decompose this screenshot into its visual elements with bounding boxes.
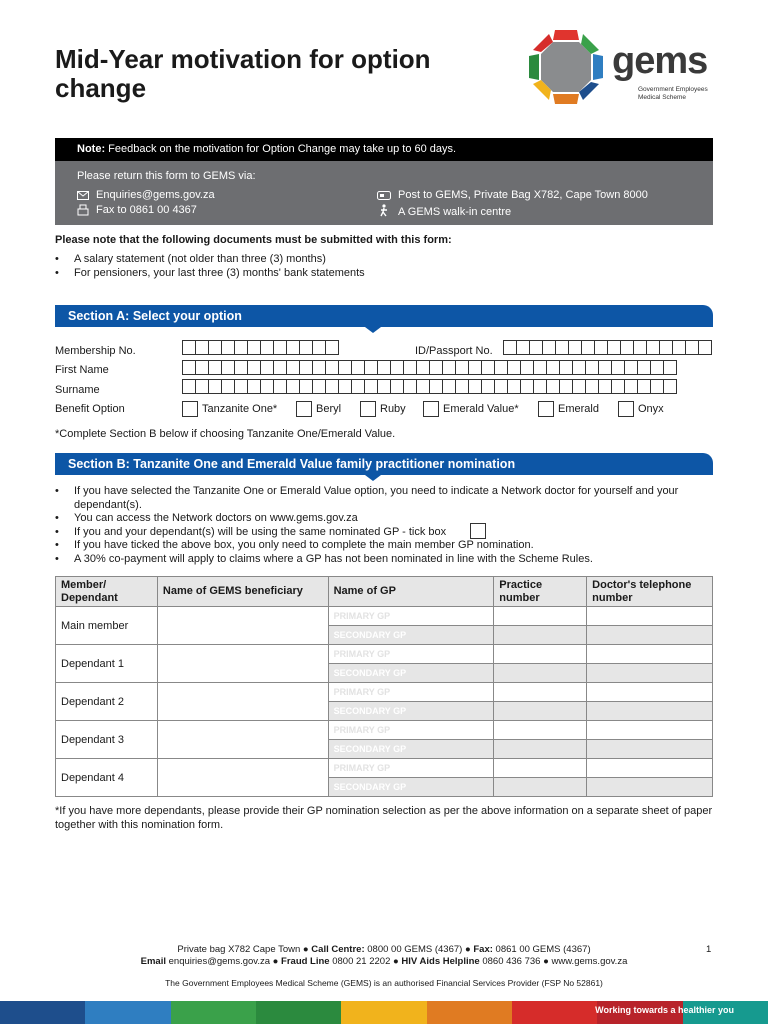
char-box[interactable]: [442, 360, 456, 375]
surname-field[interactable]: [182, 379, 676, 394]
char-box[interactable]: [299, 379, 313, 394]
char-box[interactable]: [529, 340, 543, 355]
char-box[interactable]: [624, 379, 638, 394]
char-box[interactable]: [585, 360, 599, 375]
practice-number-cell[interactable]: [494, 626, 587, 645]
first-name-label: First Name: [55, 364, 109, 376]
table-row: [56, 607, 713, 626]
gems-logo-icon: [525, 26, 607, 108]
char-box[interactable]: [520, 360, 534, 375]
beneficiary-cell[interactable]: [157, 645, 328, 683]
gp-nomination-table: [55, 576, 713, 797]
table-footnote: *If you have more dependants, please provide their GP nomination selection as per the above information on a separate sheet of paper together with this nomination form.: [55, 805, 713, 831]
practice-number-cell[interactable]: [494, 740, 587, 759]
practice-number-cell[interactable]: [494, 645, 587, 664]
char-box[interactable]: [559, 379, 573, 394]
id-passport-field[interactable]: [503, 340, 711, 355]
char-box[interactable]: [507, 360, 521, 375]
char-box[interactable]: [572, 379, 586, 394]
beneficiary-cell[interactable]: [157, 759, 328, 797]
char-box[interactable]: [182, 340, 196, 355]
logo-wordmark: gems: [612, 40, 708, 82]
option-label: Emerald Value*: [443, 403, 519, 415]
primary-gp-cell[interactable]: PRIMARY GP: [328, 645, 494, 664]
char-box[interactable]: [546, 379, 560, 394]
list-item: • If you have selected the Tanzanite One or Emerald Value option, you need to indicate a Network doctor for yourself and your dependant(s).: [55, 485, 705, 512]
telephone-cell[interactable]: [587, 702, 713, 721]
char-box[interactable]: [325, 360, 339, 375]
option-checkbox-ruby[interactable]: [360, 401, 376, 417]
char-box[interactable]: [637, 360, 651, 375]
table-row: [56, 645, 713, 664]
return-heading: Please return this form to GEMS via:: [77, 170, 256, 182]
footer-contacts-1: Private bag X782 Cape Town ● Call Centre: 0800 00 GEMS (4367) ● Fax: 0861 00 GEMS (4367): [177, 944, 591, 955]
char-box[interactable]: [520, 379, 534, 394]
char-box[interactable]: [650, 360, 664, 375]
char-box[interactable]: [377, 360, 391, 375]
logo-subtitle: Government Employees Medical Scheme: [638, 86, 708, 101]
char-box[interactable]: [377, 379, 391, 394]
practice-number-cell[interactable]: [494, 702, 587, 721]
char-box[interactable]: [299, 340, 313, 355]
char-box[interactable]: [429, 360, 443, 375]
char-box[interactable]: [286, 360, 300, 375]
return-info-box: [55, 161, 713, 225]
char-box[interactable]: [633, 340, 647, 355]
secondary-gp-cell[interactable]: SECONDARY GP: [328, 740, 494, 759]
char-box[interactable]: [568, 340, 582, 355]
char-box[interactable]: [698, 340, 712, 355]
telephone-cell[interactable]: [587, 721, 713, 740]
char-box[interactable]: [503, 340, 517, 355]
char-box[interactable]: [195, 379, 209, 394]
first-name-field[interactable]: [182, 360, 676, 375]
telephone-cell[interactable]: [587, 664, 713, 683]
section-b-list: [55, 485, 705, 566]
primary-gp-cell[interactable]: PRIMARY GP: [328, 721, 494, 740]
return-fax: Fax to 0861 00 4367: [96, 204, 197, 216]
char-box[interactable]: [338, 360, 352, 375]
char-box[interactable]: [416, 360, 430, 375]
membership-number-field[interactable]: [182, 340, 338, 355]
stripe-segment: [427, 1001, 512, 1024]
char-box[interactable]: [273, 340, 287, 355]
char-box[interactable]: [659, 340, 673, 355]
stripe-segment: [512, 1001, 597, 1024]
page-number: 1: [706, 944, 712, 955]
char-box[interactable]: [260, 360, 274, 375]
char-box[interactable]: [234, 379, 248, 394]
stripe-segment: [171, 1001, 256, 1024]
char-box[interactable]: [581, 340, 595, 355]
footer-fsp: The Government Employees Medical Scheme (GEMS) is an authorised Financial Services Provider (FSP No 52861): [165, 978, 603, 988]
char-box[interactable]: [182, 379, 196, 394]
char-box[interactable]: [195, 360, 209, 375]
char-box[interactable]: [481, 379, 495, 394]
char-box[interactable]: [637, 379, 651, 394]
char-box[interactable]: [542, 340, 556, 355]
benefit-option-label: Benefit Option: [55, 403, 125, 415]
char-box[interactable]: [685, 340, 699, 355]
documents-heading: Please note that the following documents must be submitted with this form:: [55, 234, 452, 246]
option-checkbox-onyx[interactable]: [618, 401, 634, 417]
tagline: Working towards a healthier you: [595, 1005, 734, 1015]
member-cell: Dependant 3: [56, 721, 158, 759]
practice-number-cell[interactable]: [494, 607, 587, 626]
char-box[interactable]: [481, 360, 495, 375]
table-row: [56, 683, 713, 702]
stripe-segment: [256, 1001, 341, 1024]
member-cell: Dependant 4: [56, 759, 158, 797]
char-box[interactable]: [650, 379, 664, 394]
telephone-cell[interactable]: [587, 740, 713, 759]
char-box[interactable]: [247, 360, 261, 375]
return-email: Enquiries@gems.gov.za: [96, 189, 215, 201]
secondary-gp-cell[interactable]: SECONDARY GP: [328, 778, 494, 797]
table-row: [56, 721, 713, 740]
char-box[interactable]: [351, 379, 365, 394]
member-cell: Main member: [56, 607, 158, 645]
practice-number-cell[interactable]: [494, 683, 587, 702]
char-box[interactable]: [221, 360, 235, 375]
section-a-header: Section A: Select your option: [55, 305, 713, 327]
same-gp-checkbox[interactable]: [470, 523, 486, 539]
char-box[interactable]: [195, 340, 209, 355]
option-label: Ruby: [380, 403, 406, 415]
char-box[interactable]: [338, 379, 352, 394]
telephone-cell[interactable]: [587, 683, 713, 702]
char-box[interactable]: [221, 340, 235, 355]
practice-number-cell[interactable]: [494, 778, 587, 797]
beneficiary-cell[interactable]: [157, 683, 328, 721]
telephone-cell[interactable]: [587, 626, 713, 645]
char-box[interactable]: [559, 360, 573, 375]
table-header: Member/ Dependant: [56, 577, 158, 607]
char-box[interactable]: [403, 379, 417, 394]
char-box[interactable]: [429, 379, 443, 394]
char-box[interactable]: [312, 360, 326, 375]
return-walkin: A GEMS walk-in centre: [398, 206, 512, 218]
char-box[interactable]: [273, 379, 287, 394]
char-box[interactable]: [182, 360, 196, 375]
list-item: • If you have ticked the above box, you only need to complete the main member GP nomination.: [55, 539, 705, 553]
table-header: Name of GEMS beneficiary: [157, 577, 328, 607]
fax-icon: [77, 204, 89, 216]
note-bar: Note: Feedback on the motivation for Option Change may take up to 60 days.: [55, 138, 713, 161]
char-box[interactable]: [416, 379, 430, 394]
char-box[interactable]: [312, 379, 326, 394]
char-box[interactable]: [325, 340, 339, 355]
char-box[interactable]: [286, 379, 300, 394]
char-box[interactable]: [663, 379, 677, 394]
char-box[interactable]: [390, 379, 404, 394]
option-checkbox-tanzanite-one[interactable]: [182, 401, 198, 417]
walking-person-icon: [379, 204, 389, 217]
char-box[interactable]: [611, 360, 625, 375]
primary-gp-cell[interactable]: PRIMARY GP: [328, 683, 494, 702]
section-a-note: *Complete Section B below if choosing Tanzanite One/Emerald Value.: [55, 428, 396, 440]
stripe-segment: [85, 1001, 170, 1024]
list-item: • A salary statement (not older than three (3) months): [55, 252, 365, 266]
char-box[interactable]: [455, 379, 469, 394]
section-b-header: Section B: Tanzanite One and Emerald Value family practitioner nomination: [55, 453, 713, 475]
telephone-cell[interactable]: [587, 759, 713, 778]
option-checkbox-emerald[interactable]: [538, 401, 554, 417]
char-box[interactable]: [208, 360, 222, 375]
secondary-gp-cell[interactable]: SECONDARY GP: [328, 664, 494, 683]
char-box[interactable]: [442, 379, 456, 394]
char-box[interactable]: [208, 379, 222, 394]
membership-label: Membership No.: [55, 345, 136, 357]
char-box[interactable]: [286, 340, 300, 355]
option-checkbox-emerald-value[interactable]: [423, 401, 439, 417]
char-box[interactable]: [494, 379, 508, 394]
secondary-gp-cell[interactable]: SECONDARY GP: [328, 702, 494, 721]
primary-gp-cell[interactable]: PRIMARY GP: [328, 607, 494, 626]
beneficiary-cell[interactable]: [157, 721, 328, 759]
stripe-segment: [0, 1001, 85, 1024]
secondary-gp-cell[interactable]: SECONDARY GP: [328, 626, 494, 645]
char-box[interactable]: [325, 379, 339, 394]
char-box[interactable]: [598, 360, 612, 375]
char-box[interactable]: [594, 340, 608, 355]
char-box[interactable]: [572, 360, 586, 375]
list-item: • You can access the Network doctors on www.gems.gov.za: [55, 512, 705, 526]
id-passport-label: ID/Passport No.: [415, 345, 493, 357]
char-box[interactable]: [546, 360, 560, 375]
char-box[interactable]: [672, 340, 686, 355]
char-box[interactable]: [364, 360, 378, 375]
option-label: Tanzanite One*: [202, 403, 278, 415]
char-box[interactable]: [208, 340, 222, 355]
char-box[interactable]: [516, 340, 530, 355]
page-title: Mid-Year motivation for option change: [55, 44, 431, 103]
footer-contacts-2: Email enquiries@gems.gov.za ● Fraud Line 0800 21 2202 ● HIV Aids Helpline 0860 436 736 ● www.gems.gov.za: [140, 956, 628, 967]
char-box[interactable]: [299, 360, 313, 375]
stripe-segment: [341, 1001, 426, 1024]
post-icon: [377, 191, 391, 200]
list-item: • If you and your dependant(s) will be using the same nominated GP - tick box: [55, 526, 705, 540]
practice-number-cell[interactable]: [494, 759, 587, 778]
char-box[interactable]: [598, 379, 612, 394]
char-box[interactable]: [611, 379, 625, 394]
documents-list: [55, 252, 365, 280]
member-cell: Dependant 2: [56, 683, 158, 721]
telephone-cell[interactable]: [587, 607, 713, 626]
primary-gp-cell[interactable]: PRIMARY GP: [328, 759, 494, 778]
char-box[interactable]: [260, 340, 274, 355]
char-box[interactable]: [312, 340, 326, 355]
char-box[interactable]: [234, 360, 248, 375]
char-box[interactable]: [468, 379, 482, 394]
char-box[interactable]: [620, 340, 634, 355]
list-item: • For pensioners, your last three (3) months' bank statements: [55, 266, 365, 280]
char-box[interactable]: [390, 360, 404, 375]
char-box[interactable]: [468, 360, 482, 375]
char-box[interactable]: [533, 360, 547, 375]
char-box[interactable]: [403, 360, 417, 375]
telephone-cell[interactable]: [587, 778, 713, 797]
char-box[interactable]: [455, 360, 469, 375]
char-box[interactable]: [624, 360, 638, 375]
char-box[interactable]: [273, 360, 287, 375]
char-box[interactable]: [555, 340, 569, 355]
char-box[interactable]: [247, 340, 261, 355]
option-checkbox-beryl[interactable]: [296, 401, 312, 417]
char-box[interactable]: [247, 379, 261, 394]
table-header: Name of GP: [328, 577, 494, 607]
option-label: Emerald: [558, 403, 599, 415]
char-box[interactable]: [494, 360, 508, 375]
char-box[interactable]: [585, 379, 599, 394]
option-label: Beryl: [316, 403, 342, 415]
char-box[interactable]: [260, 379, 274, 394]
char-box[interactable]: [234, 340, 248, 355]
option-label: Onyx: [638, 403, 664, 415]
telephone-cell[interactable]: [587, 645, 713, 664]
char-box[interactable]: [351, 360, 365, 375]
char-box[interactable]: [607, 340, 621, 355]
char-box[interactable]: [646, 340, 660, 355]
char-box[interactable]: [364, 379, 378, 394]
table-header: Practice number: [494, 577, 587, 607]
envelope-icon: [77, 191, 89, 200]
surname-label: Surname: [55, 384, 100, 396]
list-item: • A 30% co-payment will apply to claims where a GP has not been nominated in line with the Scheme Rules.: [55, 553, 705, 567]
practice-number-cell[interactable]: [494, 721, 587, 740]
char-box[interactable]: [663, 360, 677, 375]
beneficiary-cell[interactable]: [157, 607, 328, 645]
char-box[interactable]: [533, 379, 547, 394]
practice-number-cell[interactable]: [494, 664, 587, 683]
table-row: [56, 759, 713, 778]
return-post: Post to GEMS, Private Bag X782, Cape Town 8000: [398, 189, 648, 201]
member-cell: Dependant 1: [56, 645, 158, 683]
char-box[interactable]: [507, 379, 521, 394]
table-header: Doctor's telephone number: [587, 577, 713, 607]
char-box[interactable]: [221, 379, 235, 394]
